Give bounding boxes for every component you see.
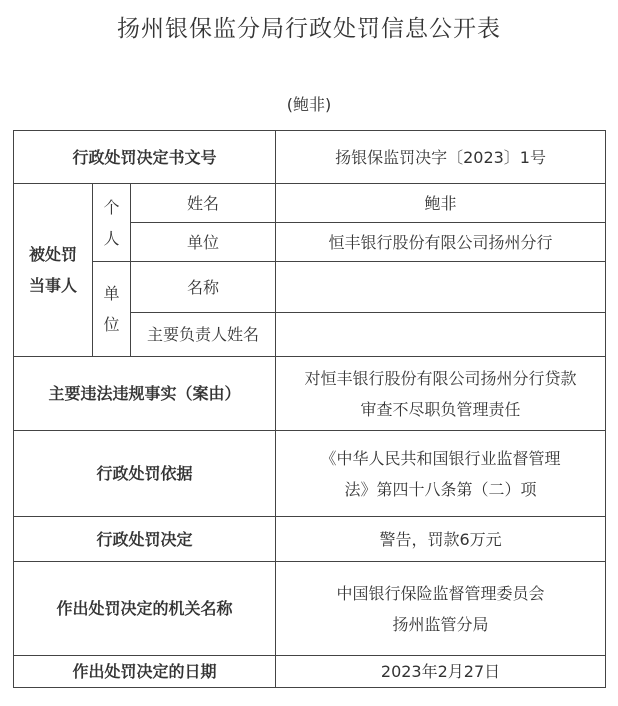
- table-row: [14, 184, 606, 223]
- doc-number-label: 行政处罚决定书文号: [14, 131, 276, 184]
- decision-value: 警告，罚款6万元: [276, 517, 606, 562]
- date-label: 作出处罚决定的日期: [14, 656, 276, 688]
- name-label: 姓名: [131, 184, 276, 223]
- facts-label: 主要违法违规事实（案由）: [14, 357, 276, 431]
- page-title: 扬州银保监分局行政处罚信息公开表: [117, 16, 501, 42]
- organization-label-char1: 单: [103, 284, 120, 303]
- individual-label: [93, 184, 131, 262]
- basis-line2: 法》第四十八条第（二）项: [344, 479, 537, 499]
- name-value: 鲍非: [276, 184, 606, 223]
- table-row: [14, 357, 606, 431]
- authority-line1: 中国银行保险监督管理委员会: [336, 583, 545, 603]
- basis-value: [276, 431, 606, 517]
- facts-line1: 对恒丰银行股份有限公司扬州分行贷款: [304, 368, 577, 388]
- table-row: [14, 656, 606, 688]
- table-row: [14, 262, 606, 313]
- org-head-value: [276, 313, 606, 357]
- doc-number-value: 扬银保监罚决字〔2023〕1号: [276, 131, 606, 184]
- party-label-line2: 当事人: [28, 276, 77, 295]
- basis-label: 行政处罚依据: [14, 431, 276, 517]
- penalty-info-table: [13, 130, 606, 688]
- unit-value: 恒丰银行股份有限公司扬州分行: [276, 223, 606, 262]
- page-subtitle: (鲍非): [286, 95, 332, 114]
- decision-label: 行政处罚决定: [14, 517, 276, 562]
- authority-line2: 扬州监管分局: [392, 614, 489, 634]
- basis-line1: 《中华人民共和国银行业监督管理: [320, 448, 561, 468]
- facts-line2: 审查不尽职负管理责任: [360, 399, 521, 419]
- unit-label: 单位: [131, 223, 276, 262]
- table-row: [14, 431, 606, 517]
- authority-label: 作出处罚决定的机关名称: [14, 562, 276, 656]
- org-name-value: [276, 262, 606, 313]
- org-name-label: 名称: [131, 262, 276, 313]
- individual-label-char2: 人: [103, 228, 120, 248]
- table-row: [14, 131, 606, 184]
- organization-label-char2: 位: [103, 315, 120, 334]
- table-row: [14, 517, 606, 562]
- org-head-label: 主要负责人姓名: [131, 313, 276, 357]
- party-label-line1: 被处罚: [28, 245, 77, 264]
- organization-label: [93, 262, 131, 357]
- authority-value: [276, 562, 606, 656]
- individual-label-char1: 个: [103, 197, 120, 217]
- table-row: [14, 562, 606, 656]
- date-value: 2023年2月27日: [276, 656, 606, 688]
- party-label: [14, 184, 93, 357]
- facts-value: [276, 357, 606, 431]
